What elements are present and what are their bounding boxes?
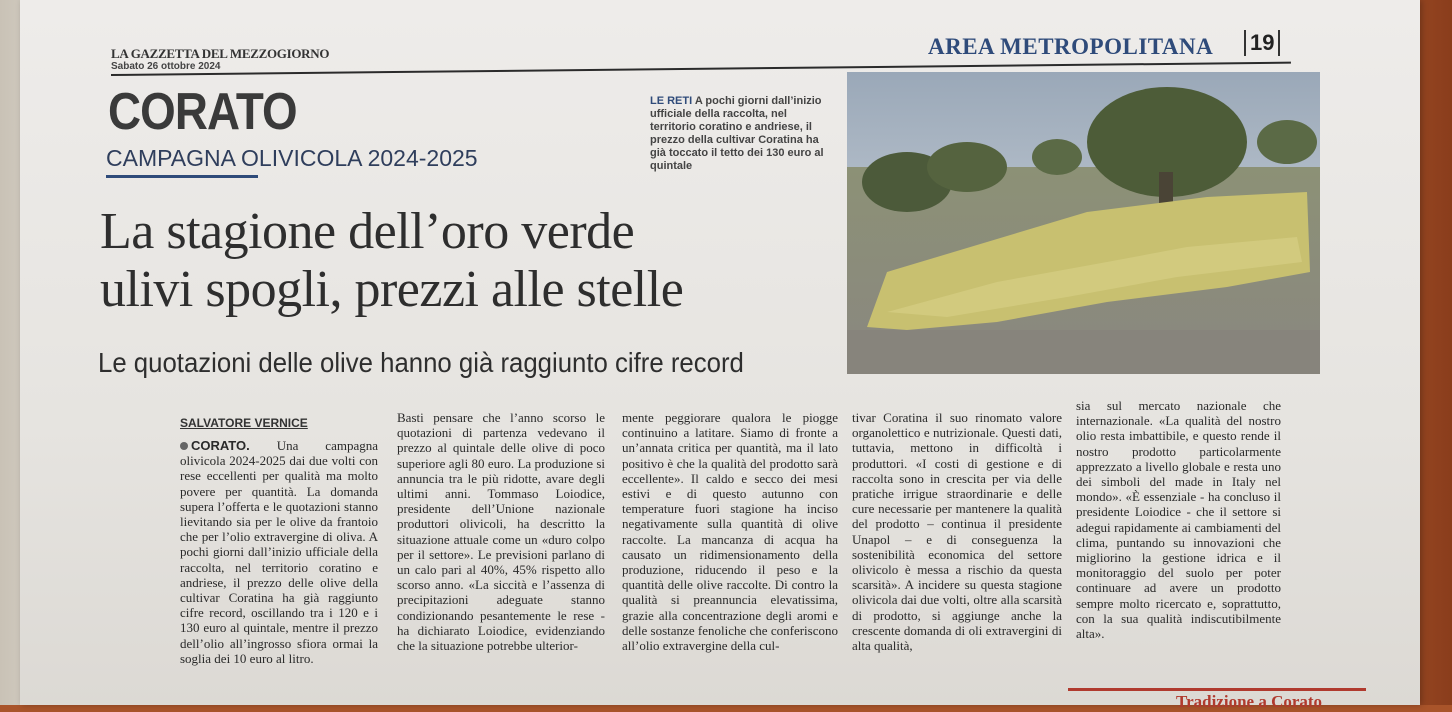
article-column-4 [852, 410, 1062, 653]
article-column-1 [180, 438, 378, 666]
article-column-3 [622, 410, 838, 653]
photo-caption [650, 95, 830, 173]
headline-line-1: La stagione dell’oro verde [100, 203, 635, 260]
next-article-title: Tradizione a Corato [1176, 692, 1323, 711]
article-photo [847, 72, 1320, 374]
dateline: CORATO. [191, 438, 250, 453]
deck-subheadline: Le quotazioni delle olive hanno già raggiunto cifre record [98, 347, 744, 378]
next-article-rule [1068, 688, 1366, 691]
subkicker-underline [106, 175, 258, 178]
masthead: LA GAZZETTA DEL MEZZOGIORNO [111, 46, 330, 61]
kicker-city: CORATO [108, 83, 297, 141]
byline: SALVATORE VERNICE [180, 416, 308, 430]
section-title: AREA METROPOLITANA [928, 34, 1214, 59]
subkicker: CAMPAGNA OLIVICOLA 2024-2025 [106, 145, 478, 171]
caption-text: A pochi giorni dall’inizio ufficiale della raccolta, nel territorio coratino e andriese, il prezzo della cultivar Coratina ha già toccato il tetto dei 130 euro al quintale [650, 95, 824, 172]
article-column-2 [397, 410, 605, 653]
caption-label: LE RETI [650, 95, 693, 107]
bullet-icon [180, 442, 188, 450]
column-3-text: mente peggiorare qualora le piogge continuino a latitare. Siamo di fronte a un’annata critica per quantità, ma il lato positivo è che la qualità del prodotto sarà eccellente». Il caldo e secco dei mesi estivi e di questo autunno con temperature fuori stagione ha inciso negativamente sulla quantità di olive raccolte. La mancanza di acqua ha causato un ridimensionamento della produzione, riducendo il peso e la quantità delle olive raccolte. Di contro la qualità si preannuncia elevatissima, grazie alla concentrazione degli aromi e delle sostanze fenoliche che conferiscono all’olio extravergine della cul- [622, 410, 838, 654]
column-5-text: sia sul mercato nazionale che internazionale. «La qualità del nostro olio resta imbattibile, e questo rende il nostro prodotto particolarmente apprezzato a livello globale e resta uno dei simboli del made in Italy nel mondo». «È essenziale - ha concluso il presidente Loiodice - che il settore si adegui rapidamente ai cambiamenti del clima, puntando su innovazioni che migliorino la gestione idrica e il monitoraggio del suolo per poter continuare ad avere un prodotto sempre molto ricercato e, soprattutto, con la sua qualità indiscutibilmente alta». [1076, 398, 1281, 642]
column-2-text: Basti pensare che l’anno scorso le quotazioni di partenza vedevano il prezzo al quintale delle olive di poco superiore agli 80 euro. La produzione si annuncia tra le più ridotte, avare degli ultimi anni. Tommaso Loiodice, presidente dell’Unione nazionale produttori olivicoli, ha descritto la situazione attuale come un «duro colpo per il settore». Le previsioni parlano di un calo pari al 40%, 45% rispetto allo scorso anno. «La siccità e l’assenza di precipitazioni adeguate stanno condizionando pesantemente le rese - ha dichiarato Loiodice, evidenziando che la situazione potrebbe ulterior- [397, 410, 605, 654]
olive-grove-image [847, 72, 1320, 374]
headline-line-2: ulivi spogli, prezzi alle stelle [100, 261, 684, 318]
column-1-text: Una campagna olivicola 2024-2025 dai due volti con rese eccellenti per qualità ma molto povere per quantità. La domanda supera l’offerta e le quotazioni stanno lievitando sia per le olive da frantoio che per l’olio extravergine di oliva. A pochi giorni dall’inizio ufficiale della raccolta, nel territorio coratino e andriese, il prezzo delle olive della cultivar Coratina ha già raggiunto cifre record, oscillando tra i 120 e i 130 euro al quintale, mentre il prezzo dell’olio all’ingrosso sfiora ormai la soglia dei 10 euro al litro. [180, 438, 378, 666]
page-number: 19 [1244, 30, 1280, 56]
issue-date: Sabato 26 ottobre 2024 [111, 61, 221, 72]
column-4-text: tivar Coratina il suo rinomato valore organolettico e nutrizionale. Questi dati, tuttavia, mettono in difficoltà i produttori. «I costi di gestione e di raccolta sono in crescita per via delle pratiche irrigue straordinarie e delle cure necessarie per mantenere la qualità del prodotto – continua il presidente Unapol – e di conseguenza la sostenibilità economica del settore olivicolo è messa a rischio da questa scarsità». A incidere su questa stagione olivicola dai due volti, oltre alla scarsità di prodotto, si aggiunge anche la crescente domanda di oli extravergini di alta qualità, [852, 410, 1062, 654]
article-column-5 [1076, 398, 1281, 641]
headline [100, 203, 683, 319]
